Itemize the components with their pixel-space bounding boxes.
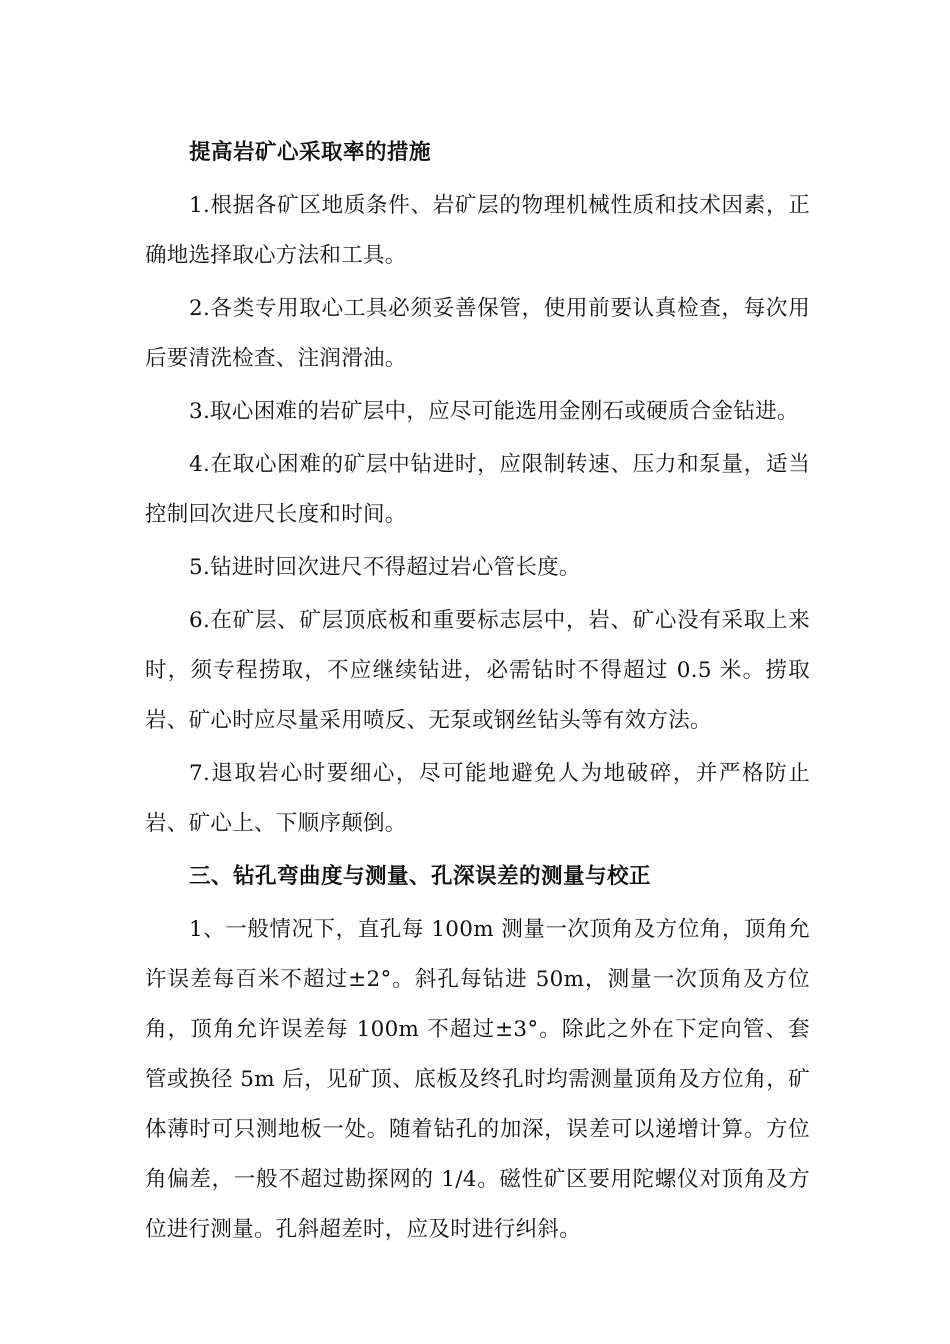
- section-heading-core-recovery: 提高岩矿心采取率的措施: [189, 140, 432, 165]
- paragraph-item-2: 2.各类专用取心工具必须妥善保管，使用前要认真检查，每次用后要清洗检查、注润滑油。: [145, 296, 810, 371]
- paragraph-item-5: 5.钻进时回次进尺不得超过岩心管长度。: [189, 555, 581, 580]
- paragraph-item-7: 7.退取岩心时要细心，尽可能地避免人为地破碎，并严格防止岩、矿心上、下顺序颠倒。: [145, 761, 810, 836]
- paragraph-deviation-measurement: 1、一般情况下，直孔每 100m 测量一次顶角及方位角，顶角允许误差每百米不超过±2°。斜孔每钻进 50m，测量一次顶角及方位角，顶角允许误差每 100m 不超过±3°。除此之外在下定向管、套管或换径 5m 后，见矿顶、底板及终孔时均需测量顶角及方位角，矿体薄时可只测地板一处。随着钻孔的加深，误差可以递增计算。方位角偏差，一般不超过勘探网的 1/4。磁性矿区要用陀螺仪对顶角及方位进行测量。孔斜超差时，应及时进行纠斜。: [145, 917, 810, 1242]
- section-heading-borehole-deviation: 三、钻孔弯曲度与测量、孔深误差的测量与校正: [189, 864, 652, 889]
- paragraph-item-3: 3.取心困难的岩矿层中，应尽可能选用金刚石或硬质合金钻进。: [189, 399, 799, 424]
- document-body: [145, 128, 810, 1255]
- paragraph-item-1: 1.根据各矿区地质条件、岩矿层的物理机械性质和技术因素，正确地选择取心方法和工具。: [145, 193, 810, 268]
- paragraph-item-6: 6.在矿层、矿层顶底板和重要标志层中，岩、矿心没有采取上来时，须专程捞取，不应继续钻进，必需钻时不得超过 0.5 米。捞取岩、矿心时应尽量采用喷反、无泵或钢丝钻头等有效方法。: [145, 608, 810, 733]
- paragraph-item-4: 4.在取心困难的矿层中钻进时，应限制转速、压力和泵量，适当控制回次进尺长度和时间。: [145, 452, 810, 527]
